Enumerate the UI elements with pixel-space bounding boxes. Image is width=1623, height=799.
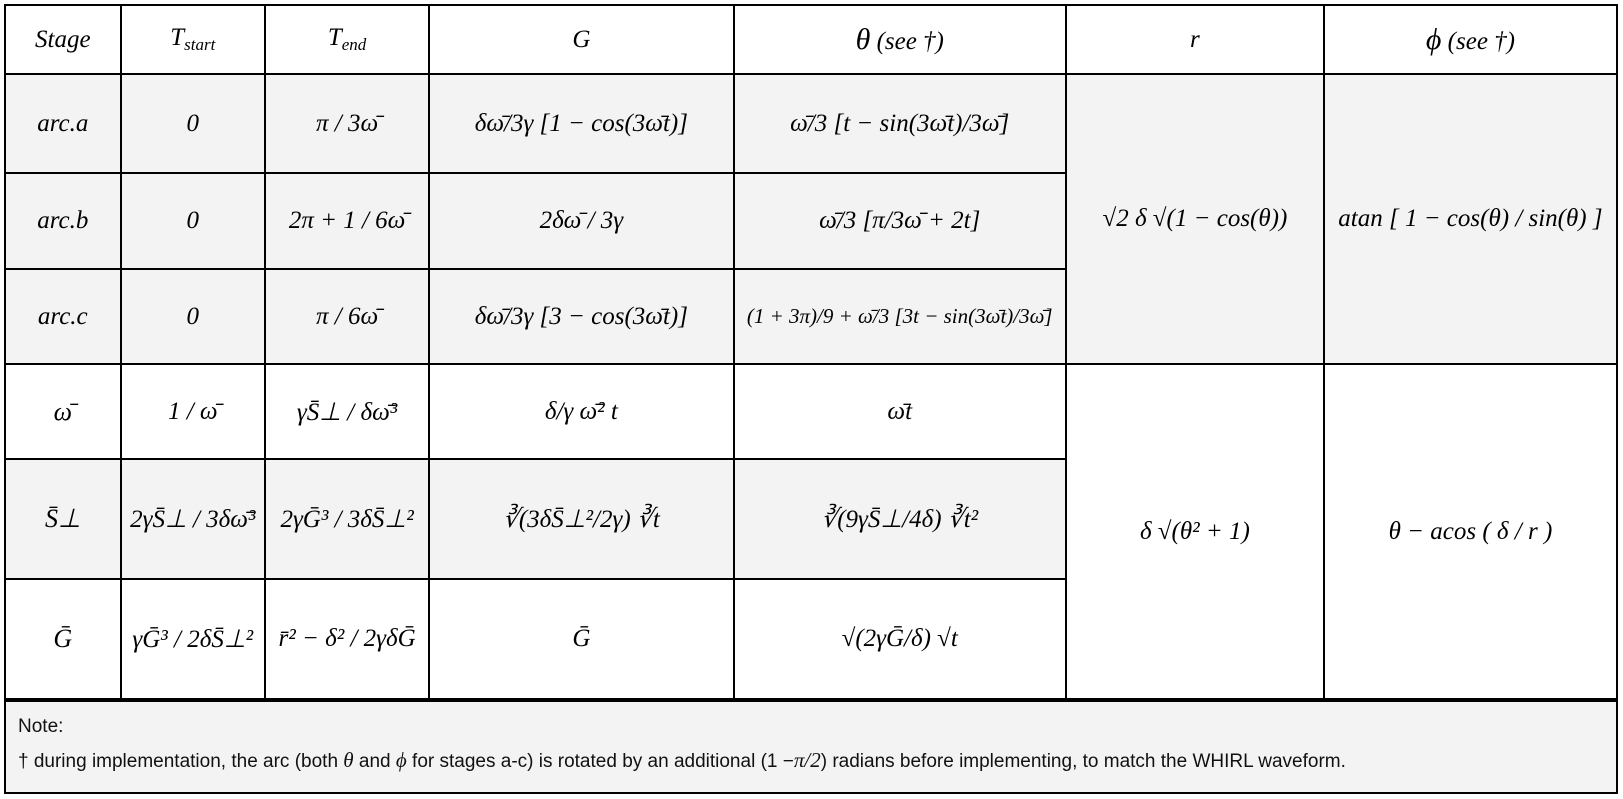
- header-phi: [1324, 6, 1616, 74]
- stage-cell: ω̄: [6, 364, 121, 459]
- g-cell: Ḡ: [429, 579, 733, 699]
- tstart-symbol: T: [170, 24, 185, 52]
- theta-symbol: θ: [855, 22, 871, 56]
- tend-cell: r̄² − δ² / 2γδḠ: [265, 579, 429, 699]
- header-g: G: [429, 6, 733, 74]
- tstart-cell: 0: [121, 269, 265, 364]
- r-arc-cell: √2 δ √(1 − cos(θ)): [1066, 74, 1324, 364]
- header-tstart: [121, 6, 265, 74]
- tstart-cell: 2γS̄⊥ / 3δω̄³: [121, 459, 265, 579]
- theta-cell: ω̄t: [734, 364, 1066, 459]
- header-theta: [734, 6, 1066, 74]
- tend-cell: π / 3ω̄: [265, 74, 429, 173]
- phi-arc-cell: atan [ 1 − cos(θ) / sin(θ) ]: [1324, 74, 1616, 364]
- phi-see-note: (see †): [1447, 27, 1515, 55]
- theta-cell: √(2γḠ/δ) √t: [734, 579, 1066, 699]
- g-cell: ∛(3δS̄⊥²/2γ) ∛t: [429, 459, 733, 579]
- stage-cell: Ḡ: [6, 579, 121, 699]
- tend-subscript: end: [341, 35, 367, 55]
- theta-see-note: (see †): [876, 27, 944, 55]
- header-tend: [265, 6, 429, 74]
- theta-cell: ω̄/3 [t − sin(3ω̄t)/3ω̄]: [734, 74, 1066, 173]
- tend-symbol: T: [327, 24, 342, 52]
- stage-cell: arc.a: [6, 74, 121, 173]
- note-frac-den: 2: [810, 748, 821, 772]
- note-phi: ϕ: [395, 748, 407, 772]
- phi-symbol: ϕ: [1425, 22, 1442, 56]
- footnote-text: [18, 748, 1604, 773]
- note-frac-num: π: [793, 748, 805, 772]
- footnote-title: Note:: [18, 716, 64, 737]
- header-row: [6, 6, 1616, 74]
- g-cell: δ/γ ω̄² t: [429, 364, 733, 459]
- tstart-subscript: start: [184, 35, 216, 55]
- phi-rest-cell: θ − acos ( δ / r ): [1324, 364, 1616, 699]
- note-fraction: π/2: [793, 748, 821, 772]
- formula-table-sheet: [4, 4, 1618, 794]
- tstart-cell: 0: [121, 173, 265, 269]
- formula-table: [6, 6, 1616, 700]
- tend-cell: γS̄⊥ / δω̄³: [265, 364, 429, 459]
- tend-cell: 2γḠ³ / 3δS̄⊥²: [265, 459, 429, 579]
- note-part-1: † during implementation, the arc (both: [18, 751, 339, 772]
- tstart-cell: γḠ³ / 2δS̄⊥²: [121, 579, 265, 699]
- tend-cell: 2π + 1 / 6ω̄: [265, 173, 429, 269]
- note-part-2: and: [358, 751, 391, 772]
- stage-cell: arc.c: [6, 269, 121, 364]
- theta-cell: ω̄/3 [π/3ω̄ + 2t]: [734, 173, 1066, 269]
- stage-cell: arc.b: [6, 173, 121, 269]
- r-rest-cell: δ √(θ² + 1): [1066, 364, 1324, 699]
- table-row-omega: [6, 364, 1616, 459]
- note-part-4: ) radians before implementing, to match the WHIRL waveform.: [820, 751, 1346, 772]
- header-stage: Stage: [6, 6, 121, 74]
- header-r: r: [1066, 6, 1324, 74]
- theta-cell: (1 + 3π)/9 + ω̄/3 [3t − sin(3ω̄t)/3ω̄]: [734, 269, 1066, 364]
- tend-cell: π / 6ω̄: [265, 269, 429, 364]
- note-part-3: for stages a-c) is rotated by an additional (1 −: [412, 751, 794, 772]
- footnote: [6, 700, 1616, 792]
- g-cell: 2δω̄ / 3γ: [429, 173, 733, 269]
- g-cell: δω̄/3γ [3 − cos(3ω̄t)]: [429, 269, 733, 364]
- g-cell: δω̄/3γ [1 − cos(3ω̄t)]: [429, 74, 733, 173]
- table-row-arc-a: [6, 74, 1616, 173]
- tstart-cell: 0: [121, 74, 265, 173]
- stage-cell: S̄⊥: [6, 459, 121, 579]
- note-theta: θ: [343, 748, 354, 772]
- tstart-cell: 1 / ω̄: [121, 364, 265, 459]
- theta-cell: ∛(9γS̄⊥/4δ) ∛t²: [734, 459, 1066, 579]
